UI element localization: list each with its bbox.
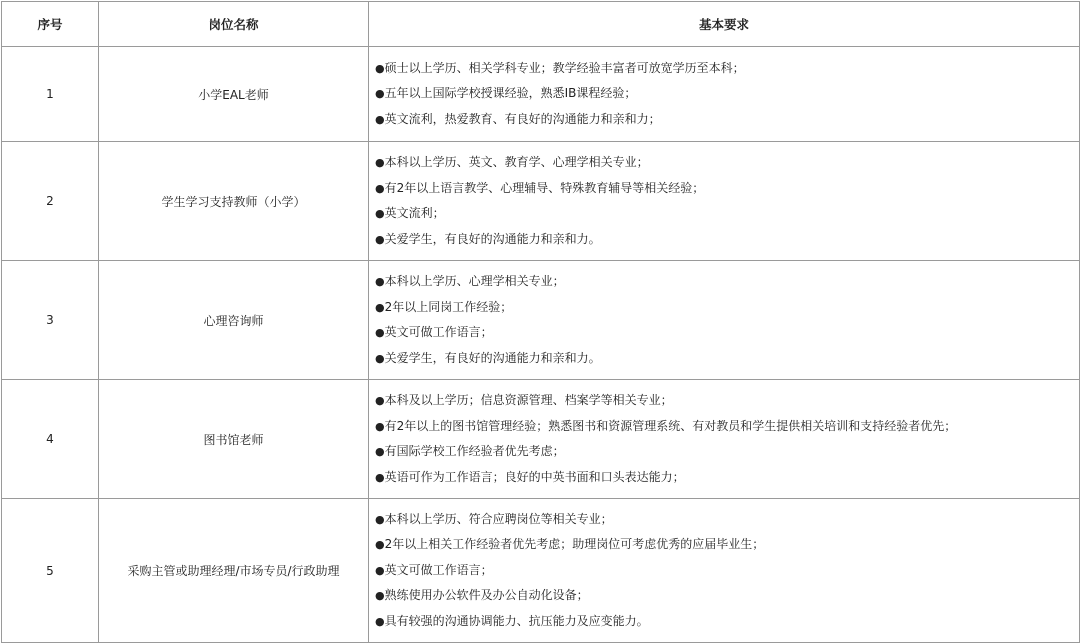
requirement-item: ● 英文可做工作语言； (375, 558, 1073, 584)
requirement-item: ● 关爱学生，有良好的沟通能力和亲和力。 (375, 346, 1073, 372)
requirement-item: ● 2年以上相关工作经验者优先考虑；助理岗位可考虑优秀的应届毕业生； (375, 532, 1073, 558)
requirement-item: ● 2年以上同岗工作经验； (375, 295, 1073, 321)
requirement-item: ● 英文可做工作语言； (375, 320, 1073, 346)
requirement-item: ● 五年以上国际学校授课经验，熟悉IB课程经验； (375, 81, 1073, 107)
position-title: 学生学习支持教师（小学） (99, 142, 369, 261)
requirement-item: ● 本科及以上学历；信息资源管理、档案学等相关专业； (375, 388, 1073, 414)
position-title: 图书馆老师 (99, 380, 369, 499)
table-row (2, 142, 1080, 261)
requirement-item: ● 有国际学校工作经验者优先考虑； (375, 439, 1073, 465)
header-position: 岗位名称 (99, 2, 369, 47)
requirements-list (375, 150, 1073, 252)
table-row (2, 261, 1080, 380)
requirement-item: ● 本科以上学历、心理学相关专业； (375, 269, 1073, 295)
requirements-list (375, 507, 1073, 635)
requirements-cell (369, 499, 1080, 643)
row-index: 3 (2, 261, 99, 380)
row-index: 4 (2, 380, 99, 499)
requirement-item: ● 熟练使用办公软件及办公自动化设备； (375, 583, 1073, 609)
requirement-item: ● 有2年以上的图书馆管理经验；熟悉图书和资源管理系统、有对教员和学生提供相关培训和支持经验者优先； (375, 414, 1073, 440)
requirements-cell (369, 142, 1080, 261)
requirements-list (375, 388, 1073, 490)
job-requirements-table (1, 1, 1080, 643)
position-title: 心理咨询师 (99, 261, 369, 380)
requirement-item: ● 硕士以上学历、相关学科专业；教学经验丰富者可放宽学历至本科； (375, 56, 1073, 82)
requirement-item: ● 具有较强的沟通协调能力、抗压能力及应变能力。 (375, 609, 1073, 635)
table-row (2, 380, 1080, 499)
requirements-cell (369, 47, 1080, 142)
requirement-item: ● 本科以上学历、符合应聘岗位等相关专业； (375, 507, 1073, 533)
requirement-item: ● 英文流利； (375, 201, 1073, 227)
header-index: 序号 (2, 2, 99, 47)
requirement-item: ● 有2年以上语言教学、心理辅导、特殊教育辅导等相关经验； (375, 176, 1073, 202)
position-title: 小学EAL老师 (99, 47, 369, 142)
row-index: 5 (2, 499, 99, 643)
position-title: 采购主管或助理经理/市场专员/行政助理 (99, 499, 369, 643)
requirements-list (375, 269, 1073, 371)
table-row (2, 499, 1080, 643)
requirement-item: ● 英语可作为工作语言；良好的中英书面和口头表达能力； (375, 465, 1073, 491)
requirements-cell (369, 380, 1080, 499)
requirement-item: ● 关爱学生，有良好的沟通能力和亲和力。 (375, 227, 1073, 253)
requirements-list (375, 56, 1073, 133)
requirement-item: ● 英文流利，热爱教育、有良好的沟通能力和亲和力； (375, 107, 1073, 133)
requirement-item: ● 本科以上学历、英文、教育学、心理学相关专业； (375, 150, 1073, 176)
table-row (2, 47, 1080, 142)
row-index: 1 (2, 47, 99, 142)
row-index: 2 (2, 142, 99, 261)
header-requirements: 基本要求 (369, 2, 1080, 47)
requirements-cell (369, 261, 1080, 380)
table-header-row (2, 2, 1080, 47)
